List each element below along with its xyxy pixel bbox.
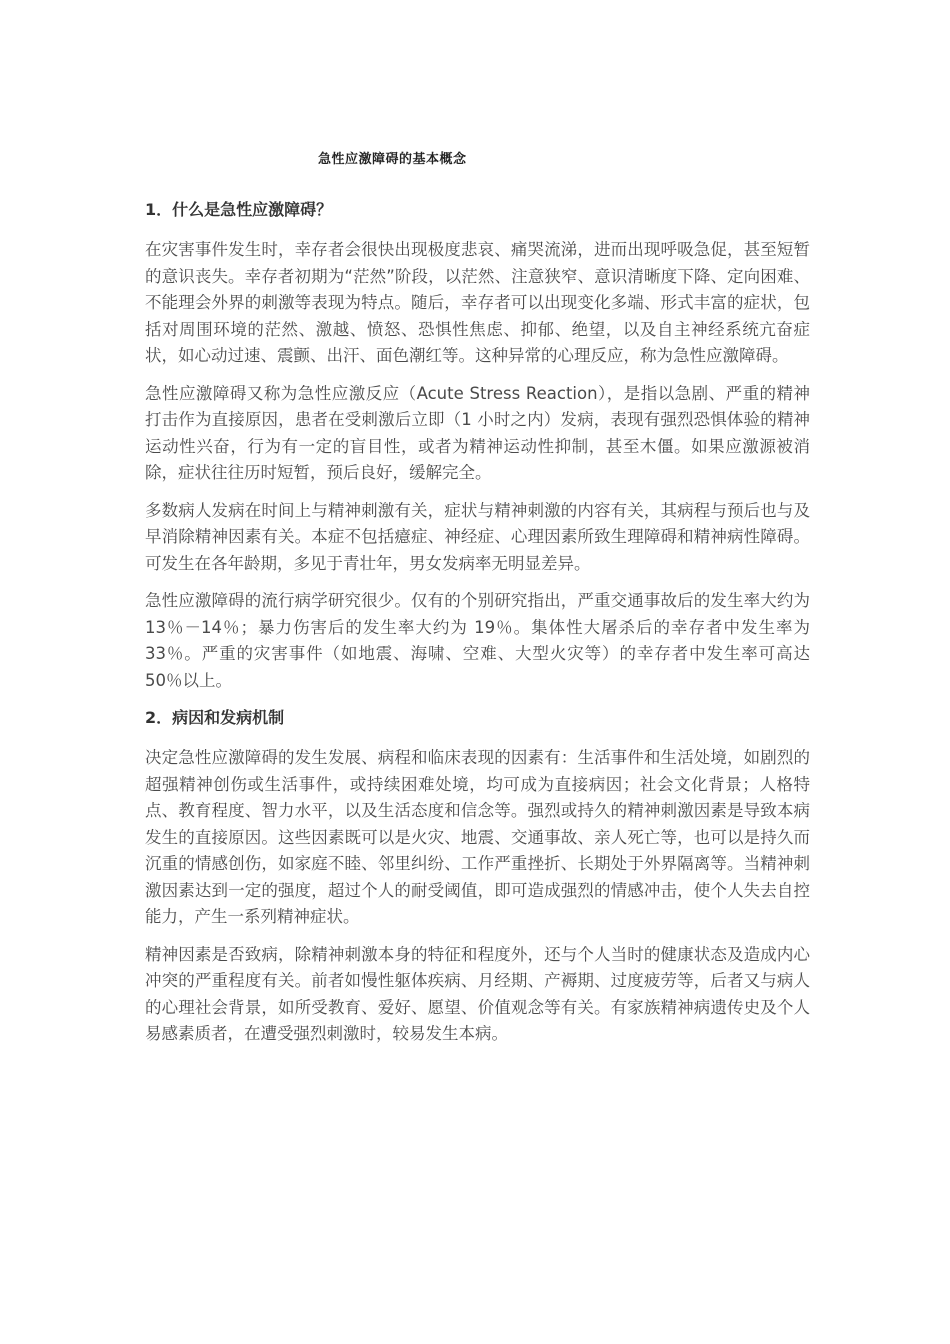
section-2-paragraph-2: 精神因素是否致病，除精神刺激本身的特征和程度外，还与个人当时的健康状态及造成内心冲突的严重程度有关。前者如慢性躯体疾病、月经期、产褥期、过度疲劳等，后者又与病人的心理社会背景，如所受教育、爱好、愿望、价值观念等有关。有家族精神病遗传史及个人易感素质者，在遭受强烈刺激时，较易发生本病。: [145, 944, 810, 1043]
section-1-paragraph-3: 多数病人发病在时间上与精神刺激有关，症状与精神刺激的内容有关，其病程与预后也与及早消除精神因素有关。本症不包括癔症、神经症、心理因素所致生理障碍和精神病性障碍。可发生在各年龄期，多见于青壮年，男女发病率无明显差异。: [145, 500, 810, 573]
section-1-paragraph-4: 急性应激障碍的流行病学研究很少。仅有的个别研究指出，严重交通事故后的发生率大约为 13％－14％；暴力伤害后的发生率大约为 19％。集体性大屠杀后的幸存者中发生率为 33％。严重的灾害事件（如地震、海啸、空难、大型火灾等）的幸存者中发生率可高达 50％以上。: [145, 591, 810, 690]
document-title: 急性应激障碍的基本概念: [318, 152, 467, 167]
document-body: [145, 197, 810, 1059]
section-1-paragraph-2: 急性应激障碍又称为急性应激反应（Acute Stress Reaction），是指以急剧、严重的精神打击作为直接原因，患者在受刺激后立即（1 小时之内）发病，表现有强烈恐惧体验的精神运动性兴奋，行为有一定的盲目性，或者为精神运动性抑制，甚至木僵。如果应激源被消除，症状往往历时短暂，预后良好，缓解完全。: [145, 383, 810, 482]
section-1-paragraph-1: 在灾害事件发生时，幸存者会很快出现极度悲哀、痛哭流涕，进而出现呼吸急促，甚至短暂的意识丧失。幸存者初期为“茫然”阶段，以茫然、注意狭窄、意识清晰度下降、定向困难、不能理会外界的刺激等表现为特点。随后，幸存者可以出现变化多端、形式丰富的症状，包括对周围环境的茫然、激越、愤怒、恐惧性焦虑、抑郁、绝望，以及自主神经系统亢奋症状，如心动过速、震颤、出汗、面色潮红等。这种异常的心理反应，称为急性应激障碍。: [145, 240, 810, 365]
section-2-heading: 2．病因和发病机制: [145, 708, 285, 727]
section-1-heading: 1．什么是急性应激障碍？: [145, 200, 333, 219]
section-2-paragraph-1: 决定急性应激障碍的发生发展、病程和临床表现的因素有：生活事件和生活处境，如剧烈的超强精神创伤或生活事件，或持续困难处境，均可成为直接病因；社会文化背景；人格特点、教育程度、智力水平，以及生活态度和信念等。强烈或持久的精神刺激因素是导致本病发生的直接原因。这些因素既可以是火灾、地震、交通事故、亲人死亡等，也可以是持久而沉重的情感创伤，如家庭不睦、邻里纠纷、工作严重挫折、长期处于外界隔离等。当精神刺激因素达到一定的强度，超过个人的耐受阈值，即可造成强烈的情感冲击，使个人失去自控能力，产生一系列精神症状。: [145, 748, 810, 926]
